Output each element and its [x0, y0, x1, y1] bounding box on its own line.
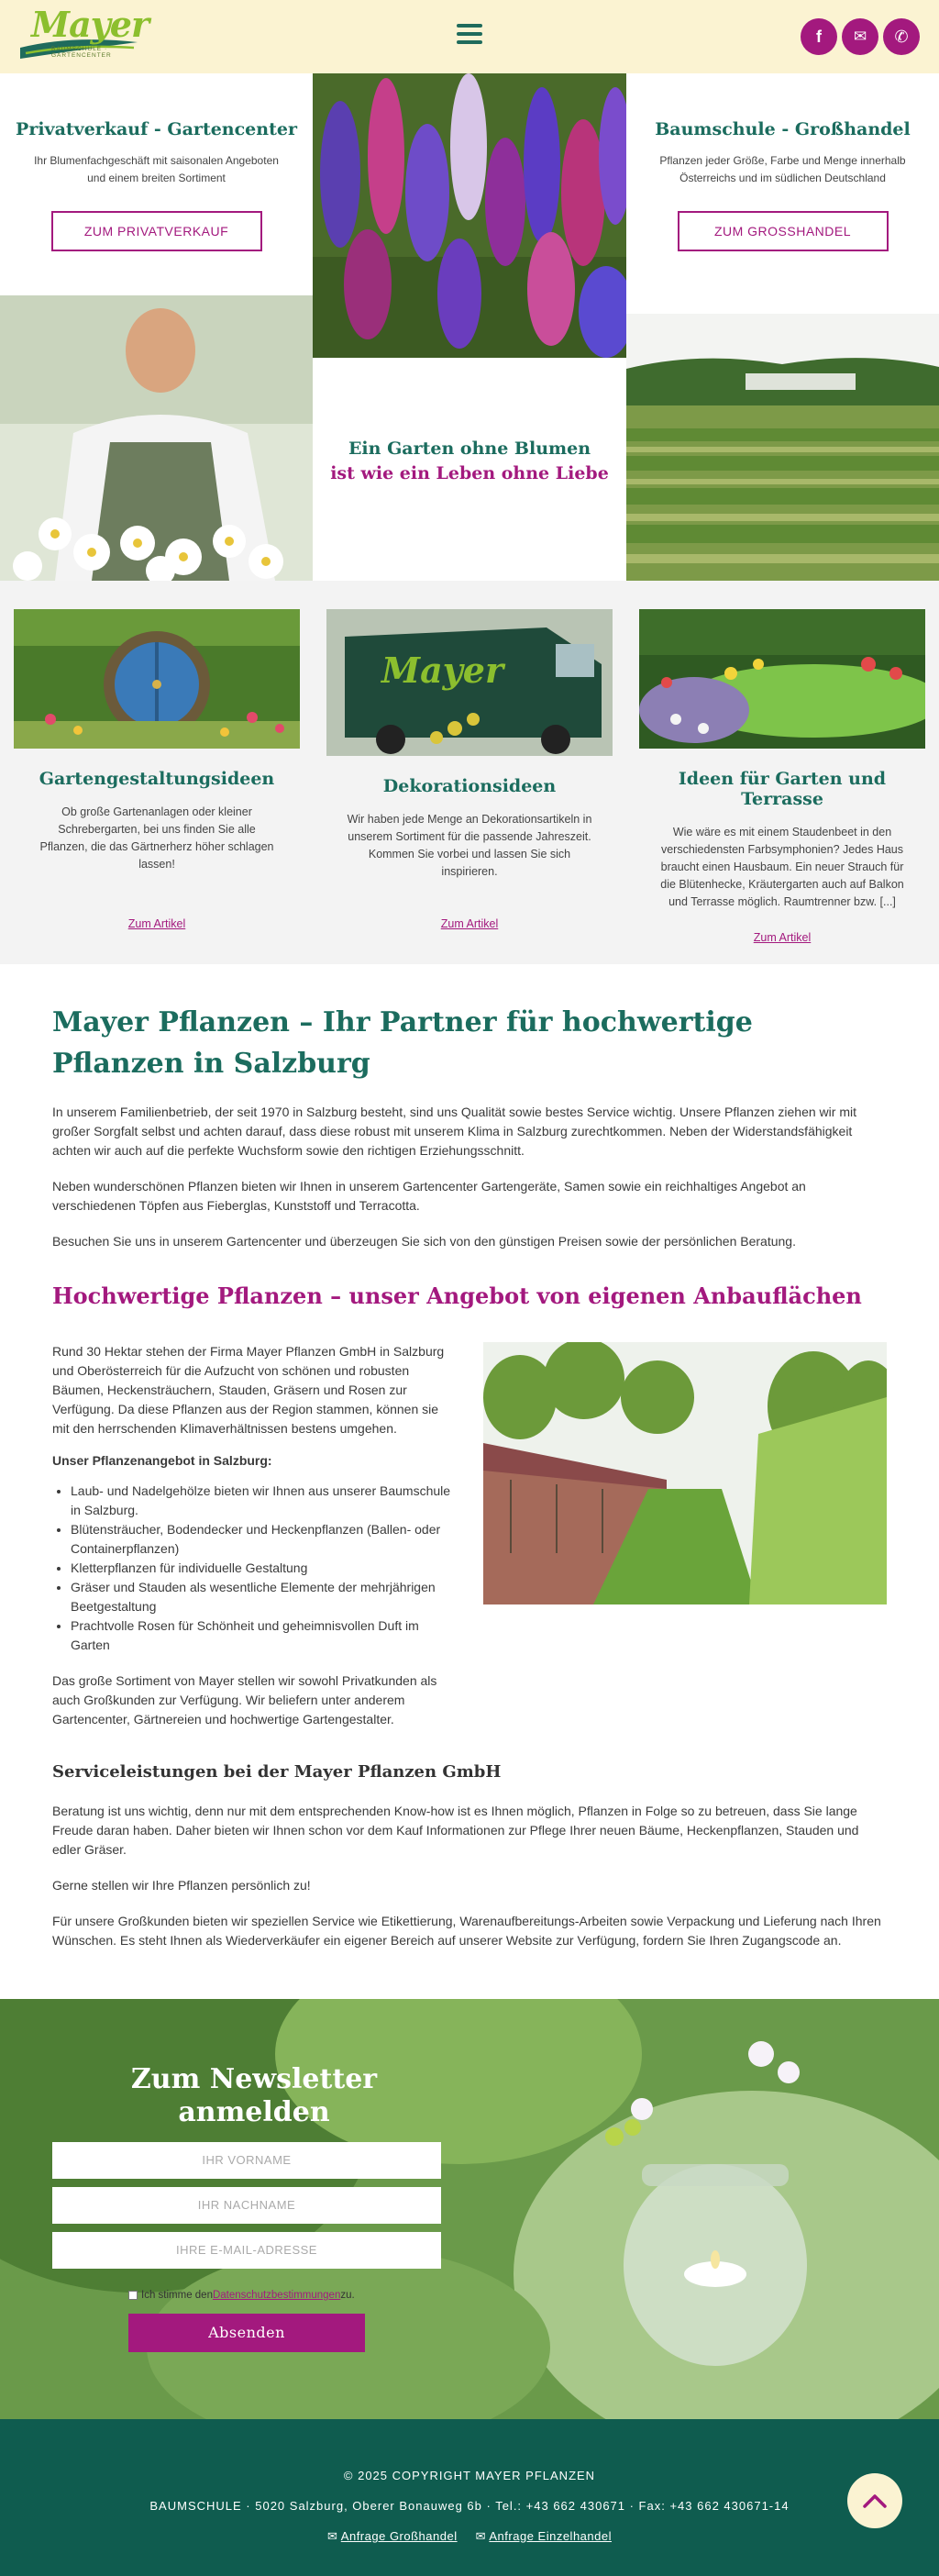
mayer-logo[interactable] [17, 4, 149, 64]
offer-paragraph: Rund 30 Hektar stehen der Firma Mayer Pflanzen GmbH in Salzburg und Oberösterreich für die Aufzucht von schönen und robusten Bäumen, Heckensträuchern, Stauden, Gräsern und Rosen zur Verfügung. Da diese Pflanzen aus der Region stammen, können sie mit den herrschenden Klimaverhältnissen bestens umgehen. [52, 1344, 445, 1436]
wholesale-title: Baumschule - Großhandel [655, 119, 911, 139]
offer-heading: Hochwertige Pflanzen – unser Angebot von eigenen Anbauflächen [52, 1282, 862, 1309]
main-content [52, 1002, 887, 1950]
consent-checkbox[interactable] [128, 2291, 138, 2300]
quote-line-2: ist wie ein Leben ohne Liebe [330, 463, 609, 483]
service-paragraph-1: Beratung ist uns wichtig, denn nur mit dem entsprechenden Know-how ist es Ihnen möglich, Pflanzen in Folge so zu betreuen, dass Sie lange Freude daran haben. Daher bieten wir Ihnen schon vor dem Kauf Informationen zur Pflege Ihrer neuen Bäume, Heckenpflanzen, Stauden und edler Gräser. [52, 1804, 859, 1857]
newsletter-submit-button[interactable]: Absenden [128, 2314, 365, 2352]
footer-link-retail[interactable]: ✉ Anfrage Einzelhandel [475, 2529, 612, 2543]
site-footer [0, 2419, 939, 2576]
list-item: • Laub- und Nadelgehölze bieten wir Ihnen aus unserer Baumschule in Salzburg. [71, 1482, 456, 1520]
tile-garden-terrace [639, 609, 925, 944]
offer-text-column [52, 1342, 456, 1729]
private-sale-title: Privatverkauf - Gartencenter [16, 119, 297, 139]
footer-links [0, 2529, 939, 2544]
intro-paragraph-3: Besuchen Sie uns in unserem Gartencenter und überzeugen Sie sich von den günstigen Preisen sowie der persönlichen Beratung. [52, 1234, 796, 1249]
wholesale-button[interactable]: ZUM GROSSHANDEL [678, 211, 889, 251]
quote-line-1: Ein Garten ohne Blumen [348, 439, 591, 459]
intro-paragraph-1: In unserem Familienbetrieb, der seit 1970 in Salzburg besteht, sind uns Qualität sowie bestes Service wichtig. Unsere Pflanzen ziehen wir mit großer Sorgfalt selbst und achten darauf, dass diese robust mit unserem Klima in Salzburg zurechtkommen. Neben der Widerstandsfähigkeit achten wir auch auf die perfekte Wuchsform sowie den richtigen Erziehungsschnitt. [52, 1105, 856, 1158]
footer-copyright: © 2025 COPYRIGHT MAYER PFLANZEN [343, 2469, 596, 2482]
tile-garden-design [14, 609, 300, 930]
service-heading: Serviceleistungen bei der Mayer Pflanzen GmbH [52, 1762, 502, 1782]
tile-garden-terrace-title: Ideen für Garten und Terrasse [678, 769, 887, 809]
footer-link-wholesale[interactable]: ✉ Anfrage Großhandel [327, 2529, 458, 2543]
email-icon[interactable]: ✉ [842, 18, 878, 55]
private-sale-text: Ihr Blumenfachgeschäft mit saisonalen Angeboten und einem breiten Sortiment [34, 154, 279, 184]
tile-garden-design-text: Ob große Gartenanlagen oder kleiner Schrebergarten, bei uns finden Sie alle Pflanzen, die das Gärtnerherz höher schlagen lassen! [39, 805, 274, 871]
wholesale-text: Pflanzen jeder Größe, Farbe und Menge innerhalb Österreichs und im südlichen Deutschland [659, 154, 906, 184]
consent-row: Ich stimme den Datenschutzbestimmungen zu. [128, 2290, 355, 2301]
intro-paragraph-2: Neben wunderschönen Pflanzen bieten wir Ihnen in unserem Gartencenter Gartengeräte, Samen sowie ein reichhaltiges Angebot an verschiedenen Töpfen aus Fieberglas, Kunststoff und Terracotta. [52, 1179, 806, 1213]
nursery-fields-image [626, 314, 939, 581]
logo-subtitle: BAUMSCHULE · GARTENCENTER [51, 46, 112, 59]
mail-icon: ✉ [475, 2529, 490, 2543]
footer-address: BAUMSCHULE · 5020 Salzburg, Oberer Bonauweg 6b · Tel.: +43 662 430671 · Fax: +43 662 430671-14 [149, 2499, 790, 2513]
hobbit-door-image[interactable] [14, 609, 300, 749]
tile-garden-terrace-link[interactable]: Zum Artikel [753, 931, 812, 944]
service-paragraph-2: Gerne stellen wir Ihre Pflanzen persönlich zu! [52, 1878, 311, 1893]
tile-decoration-text: Wir haben jede Menge an Dekorationsartikeln in unserem Sortiment für die passende Jahreszeit. Kommen Sie vorbei und lassen Sie sich inspirieren. [347, 813, 592, 878]
mayer-van-image[interactable] [326, 609, 613, 756]
gardener-with-flowers-image [0, 295, 313, 581]
hamburger-menu-icon[interactable] [457, 24, 482, 46]
tree-nursery-row-image [483, 1342, 887, 1604]
email-input[interactable]: IHRE E-MAIL-ADRESSE [52, 2232, 441, 2269]
ideas-section [0, 581, 939, 964]
logo-text: Mayer [31, 4, 149, 45]
privacy-link[interactable]: Datenschutzbestimmungen [212, 2290, 341, 2301]
offer-closing-paragraph: Das große Sortiment von Mayer stellen wir sowohl Privatkunden als auch Großkunden zur Verfügung. Wir beliefern unter anderem Gartencenter, Gärtnereien und hochwertige Gartengestalter. [52, 1673, 437, 1727]
tile-garden-design-link[interactable]: Zum Artikel [127, 917, 186, 930]
tile-decoration [326, 609, 613, 930]
offer-list [71, 1482, 456, 1655]
lupine-flowers-image [313, 73, 626, 358]
garden-lawn-image[interactable] [639, 609, 925, 749]
page-title: Mayer Pflanzen – Ihr Partner für hochwertige Pflanzen in Salzburg [52, 1006, 753, 1080]
tile-garden-design-title: Gartengestaltungsideen [39, 769, 275, 789]
offer-block [52, 1342, 887, 1746]
tile-garden-terrace-text: Wie wäre es mit einem Staudenbeet in den verschiedensten Farbsymphonien? Jedes Haus braucht einen Hausbaum. Ein neuer Strauch für die Blütenhecke, Kräutergarten auch auf Balkon und Terrasse möglich. Raumtrenner bzw. [...] [660, 826, 904, 908]
newsletter-title: Zum Newsletter anmelden [130, 2063, 378, 2128]
phone-icon[interactable]: ✆ [883, 18, 920, 55]
chevron-up-icon [863, 2493, 887, 2508]
wholesale-panel [626, 73, 939, 314]
back-to-top-button[interactable] [847, 2473, 902, 2528]
service-paragraph-3: Für unsere Großkunden bieten wir speziellen Service wie Etikettierung, Warenaufbereitungs-Arbeiten sowie Verpackung und Lieferung nach Ihren Wünschen. Es steht Ihnen als Wiederverkäufer ein eigener Bereich auf unserer Website zur Verfügung, fordern Sie Ihren Zugangscode an. [52, 1914, 881, 1948]
private-sale-panel [0, 73, 313, 295]
tile-decoration-title: Dekorationsideen [382, 776, 557, 796]
lastname-input[interactable]: IHR NACHNAME [52, 2187, 441, 2224]
list-item: • Kletterpflanzen für individuelle Gestaltung [71, 1559, 456, 1578]
list-item: • Gräser und Stauden als wesentliche Elemente der mehrjährigen Beetgestaltung [71, 1578, 456, 1616]
svg-text:Mayer: Mayer [381, 650, 503, 691]
quote-panel [313, 358, 626, 581]
list-item: • Blütensträucher, Bodendecker und Heckenpflanzen (Ballen- oder Containerpflanzen) [71, 1520, 456, 1559]
facebook-icon[interactable]: f [801, 18, 837, 55]
private-sale-button[interactable]: ZUM PRIVATVERKAUF [51, 211, 262, 251]
tile-decoration-link[interactable]: Zum Artikel [440, 917, 499, 930]
site-header [0, 0, 939, 73]
newsletter-section [0, 1999, 939, 2419]
list-item: • Prachtvolle Rosen für Schönheit und geheimnisvollen Duft im Garten [71, 1616, 456, 1655]
firstname-input[interactable]: IHR VORNAME [52, 2142, 441, 2179]
offer-list-title: Unser Pflanzenangebot in Salzburg: [52, 1453, 272, 1468]
mail-icon: ✉ [327, 2529, 341, 2543]
